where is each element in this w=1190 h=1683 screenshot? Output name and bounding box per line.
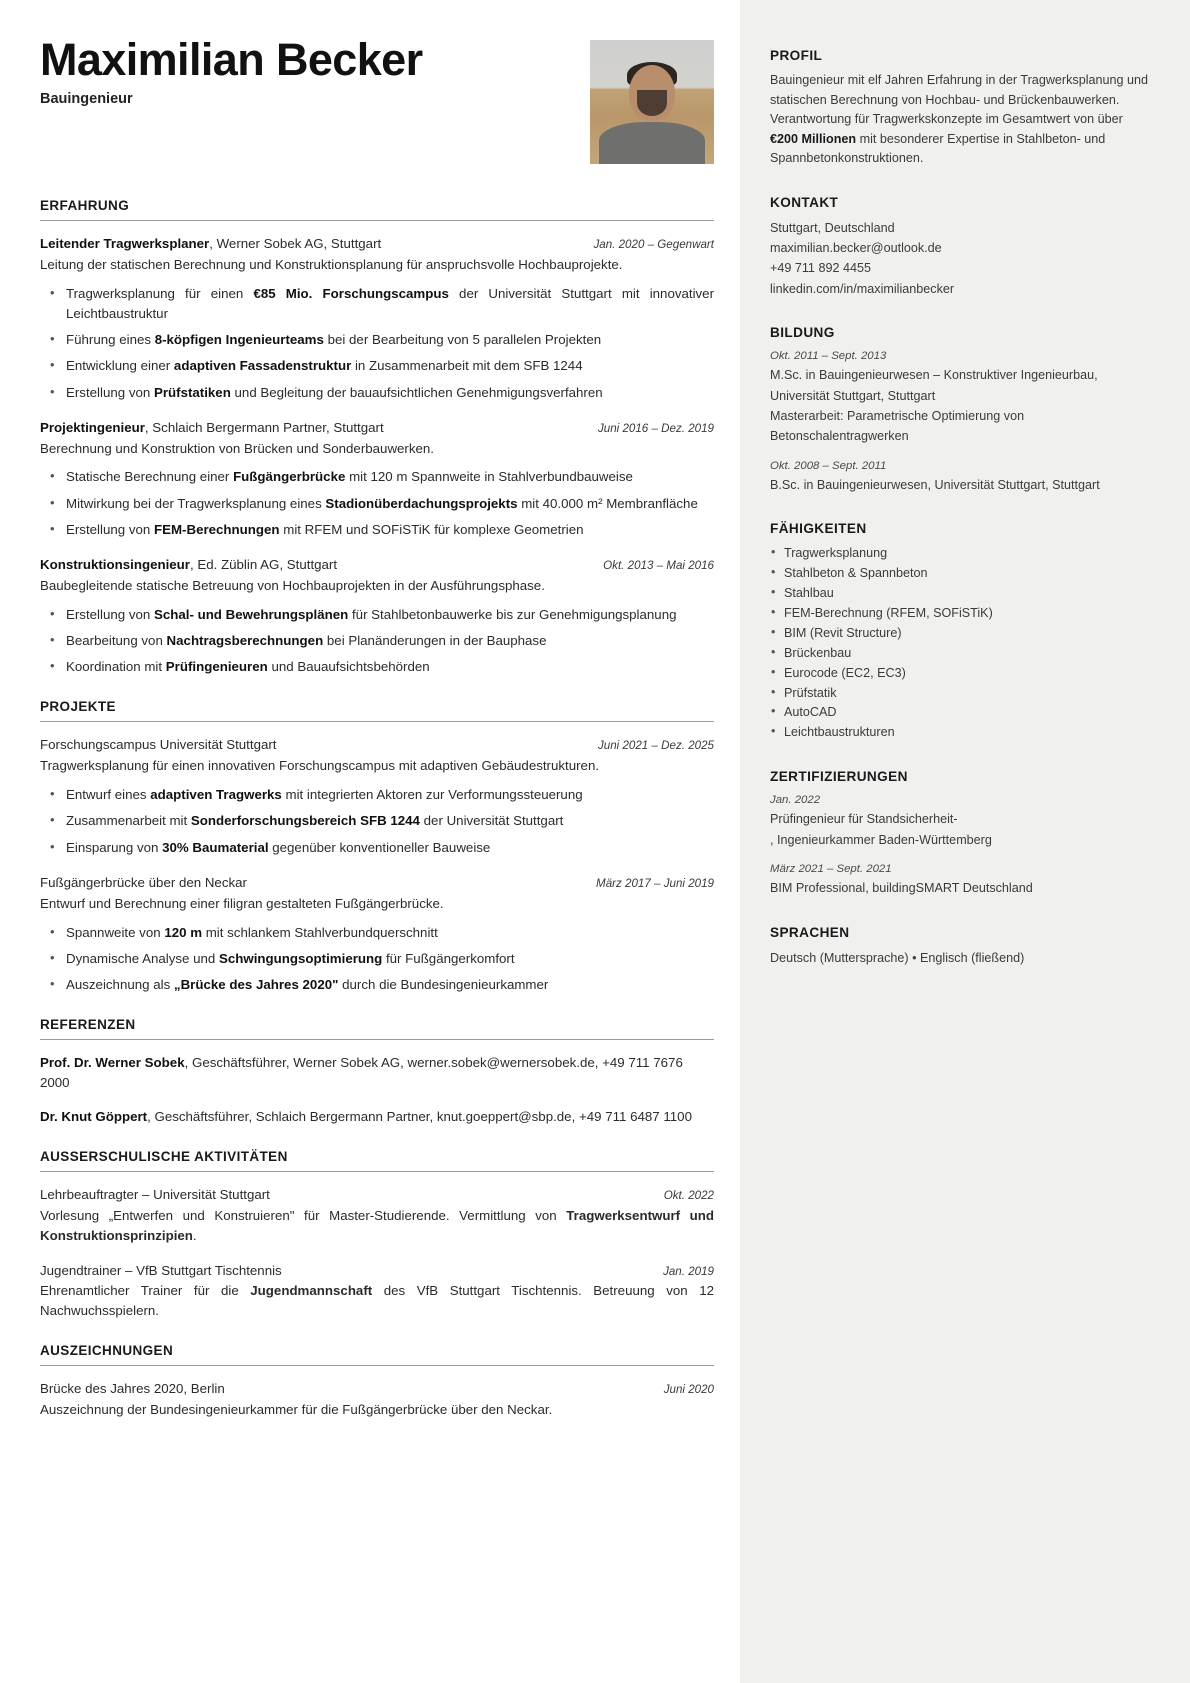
entry-summary: Leitung der statischen Berechnung und Konstruktionsplanung für anspruchsvolle Hochbauprojekte. — [40, 256, 623, 272]
section-activities — [40, 1149, 714, 1321]
certification-entry — [770, 861, 1152, 899]
section-divider — [40, 1365, 714, 1366]
experience-entry — [40, 234, 714, 403]
portrait-photo — [590, 40, 714, 164]
photo-body-shape — [599, 122, 705, 164]
section-references — [40, 1017, 714, 1127]
entry-role: Projektingenieur, Schlaich Bergermann Partner, Stuttgart — [40, 419, 384, 435]
section-title-references: REFERENZEN — [40, 1017, 136, 1033]
references-list — [40, 1053, 714, 1127]
entry-date: Okt. 2013 – Mai 2016 — [603, 559, 714, 573]
entry-date: März 2017 – Juni 2019 — [596, 876, 714, 890]
bullet-list — [40, 923, 714, 996]
reference-item: Dr. Knut Göppert, Geschäftsführer, Schlaich Bergermann Partner, knut.goeppert@sbp.de, +49 711 6487 1100 — [40, 1109, 692, 1124]
bullet-item: • Einsparung von 30% Baumaterial gegenüber konventioneller Bauweise — [40, 838, 714, 858]
entry-header — [40, 735, 714, 755]
activity-title: Jugendtrainer – VfB Stuttgart Tischtennis — [40, 1262, 282, 1278]
photo-beard-shape — [637, 90, 667, 116]
entry-summary: Ehrenamtlicher Trainer für die Jugendmannschaft des VfB Stuttgart Tischtennis. Betreuung von 12 Nachwuchsspielern. — [40, 1283, 714, 1319]
entry-header — [40, 418, 714, 438]
reference-item: Prof. Dr. Werner Sobek, Geschäftsführer, Werner Sobek AG, werner.sobek@wernersobek.de, +49 711 7676 2000 — [40, 1055, 683, 1091]
sidebar-section-languages — [770, 925, 1152, 968]
certification-date: März 2021 – Sept. 2021 — [770, 863, 892, 876]
entry-header — [40, 873, 714, 893]
sidebar-section-profile — [770, 48, 1152, 169]
entry-date: Jan. 2020 – Gegenwart — [593, 238, 714, 251]
section-projects — [40, 699, 714, 995]
activities-list — [40, 1185, 714, 1321]
activity-entry — [40, 1185, 714, 1246]
experience-entry — [40, 555, 714, 677]
sidebar-section-education — [770, 325, 1152, 495]
sidebar-section-skills — [770, 521, 1152, 743]
skill-item: • Prüfstatik — [770, 684, 1152, 704]
certification-issuer: , Ingenieurkammer Baden-Württemberg — [770, 832, 992, 847]
bullet-item: • Entwicklung einer adaptiven Fassadenstruktur in Zusammenarbeit mit dem SFB 1244 — [40, 356, 714, 376]
entry-date: Juni 2020 — [663, 1383, 714, 1397]
bullet-item: • Bearbeitung von Nachtragsberechnungen bei Planänderungen in der Bauphase — [40, 631, 714, 651]
job-title: Bauingenieur — [40, 91, 133, 108]
skill-item: • Eurocode (EC2, EC3) — [770, 664, 1152, 684]
languages-text: Deutsch (Muttersprache) • Englisch (fließend) — [770, 950, 1025, 965]
section-divider — [40, 1039, 714, 1040]
project-entry — [40, 735, 714, 857]
entry-date: Juni 2021 – Dez. 2025 — [597, 739, 714, 753]
entry-role: Leitender Tragwerksplaner, Werner Sobek AG, Stuttgart — [40, 236, 382, 251]
project-title: Fußgängerbrücke über den Neckar — [40, 874, 247, 890]
skill-item: • BIM (Revit Structure) — [770, 624, 1152, 644]
contact-line: Stuttgart, Deutschland — [770, 220, 895, 235]
activity-entry — [40, 1261, 714, 1322]
certifications-list — [770, 792, 1152, 898]
section-divider — [40, 1171, 714, 1172]
bullet-item: • Erstellung von FEM-Berechnungen mit RFEM und SOFiSTiK für komplexe Geometrien — [40, 520, 714, 540]
entry-header — [40, 555, 714, 575]
certification-name: Prüfingenieur für Standsicherheit- — [770, 812, 958, 827]
education-thesis: Masterarbeit: Parametrische Optimierung von Betonschalentragwerken — [770, 409, 1025, 444]
project-entry — [40, 873, 714, 995]
resume-header — [40, 36, 714, 164]
entry-summary: Vorlesung „Entwerfen und Konstruieren" für Master-Studierende. Vermittlung von Tragwerksentwurf und Konstruktionsprinzipien. — [40, 1207, 715, 1243]
experience-entry — [40, 418, 714, 540]
entry-header — [40, 1379, 714, 1399]
skill-item: • Tragwerksplanung — [770, 544, 1152, 564]
contact-line: linkedin.com/in/maximilianbecker — [770, 281, 955, 296]
entry-summary: Berechnung und Konstruktion von Brücken und Sonderbauwerken. — [40, 440, 434, 456]
sidebar-title-skills: FÄHIGKEITEN — [770, 521, 867, 537]
sidebar-section-certifications — [770, 769, 1152, 898]
bullet-list — [40, 284, 714, 403]
sidebar-title-languages: SPRACHEN — [770, 924, 850, 940]
sidebar-title-education: BILDUNG — [770, 325, 835, 341]
sidebar-section-contact — [770, 195, 1152, 300]
entry-summary: Baubegleitende statische Betreuung von Hochbauprojekten in der Ausführungsphase. — [40, 577, 545, 593]
bullet-item: • Erstellung von Prüfstatiken und Begleitung der bauaufsichtlichen Genehmigungsverfahren — [40, 383, 714, 403]
entry-date: Juni 2016 – Dez. 2019 — [597, 421, 714, 435]
sidebar-title-certifications: ZERTIFIZIERUNGEN — [770, 769, 908, 785]
bullet-list — [40, 785, 714, 858]
entry-summary: Entwurf und Berechnung einer filigran gestalteten Fußgängerbrücke. — [40, 895, 444, 911]
sidebar — [740, 0, 1190, 1683]
skill-item: • Brückenbau — [770, 644, 1152, 664]
section-title-projects: PROJEKTE — [40, 699, 116, 715]
certification-name: BIM Professional, buildingSMART Deutschland — [770, 881, 1033, 896]
awards-list — [40, 1379, 714, 1420]
sidebar-title-profile: PROFIL — [770, 48, 823, 63]
bullet-list — [40, 605, 714, 678]
header-text-block — [40, 36, 423, 107]
skill-item: • AutoCAD — [770, 703, 1152, 723]
entry-date: Okt. 2022 — [663, 1188, 714, 1202]
bullet-item: • Führung eines 8-köpfigen Ingenieurteams bei der Bearbeitung von 5 parallelen Projekten — [40, 330, 714, 350]
bullet-item: • Koordination mit Prüfingenieuren und Bauaufsichtsbehörden — [40, 657, 714, 677]
bullet-item: • Auszeichnung als „Brücke des Jahres 2020" durch die Bundesingenieurkammer — [40, 975, 714, 995]
projects-list — [40, 735, 714, 995]
section-awards — [40, 1343, 714, 1420]
bullet-list — [40, 467, 714, 540]
entry-role: Konstruktionsingenieur, Ed. Züblin AG, Stuttgart — [40, 557, 338, 573]
project-title: Forschungscampus Universität Stuttgart — [40, 737, 277, 753]
section-title-experience: ERFAHRUNG — [40, 198, 130, 213]
section-divider — [40, 220, 714, 221]
bullet-item: • Spannweite von 120 m mit schlankem Stahlverbundquerschnitt — [40, 923, 714, 943]
contact-line: maximilian.becker@outlook.de — [770, 240, 942, 255]
contact-line: +49 711 892 4455 — [770, 261, 871, 276]
entry-date: Jan. 2019 — [663, 1264, 714, 1278]
bullet-item: • Dynamische Analyse und Schwingungsoptimierung für Fußgängerkomfort — [40, 949, 714, 969]
education-date: Okt. 2011 – Sept. 2013 — [770, 350, 887, 363]
bullet-item: • Tragwerksplanung für einen €85 Mio. Forschungscampus der Universität Stuttgart mit innovativer Leichtbaustruktur — [40, 284, 714, 324]
education-date: Okt. 2008 – Sept. 2011 — [770, 459, 887, 472]
education-degree: B.Sc. in Bauingenieurwesen, Universität Stuttgart, Stuttgart — [770, 477, 1100, 492]
award-entry — [40, 1379, 714, 1420]
bullet-item: • Zusammenarbeit mit Sonderforschungsbereich SFB 1244 der Universität Stuttgart — [40, 811, 714, 831]
profile-text: Bauingenieur mit elf Jahren Erfahrung in der Tragwerksplanung und statischen Berechnung von Hochbau- und Brückenbauwerken. Verantwortung für Tragwerkskonzepte im Gesamtwert von über €200 Millionen mit besonderer Expertise in Stahlbeton- und Spannbetonkonstruktionen. — [770, 73, 1149, 166]
education-entry — [770, 348, 1152, 447]
skill-item: • Leichtbaustrukturen — [770, 723, 1152, 743]
skill-item: • Stahlbeton & Spannbeton — [770, 564, 1152, 584]
section-experience — [40, 198, 714, 677]
section-title-activities: AUSSERSCHULISCHE AKTIVITÄTEN — [40, 1148, 288, 1164]
bullet-item: • Statische Berechnung einer Fußgängerbrücke mit 120 m Spannweite in Stahlverbundbauweise — [40, 467, 714, 487]
page-title: Maximilian Becker — [40, 34, 423, 85]
activity-title: Lehrbeauftragter – Universität Stuttgart — [40, 1186, 270, 1202]
bullet-item: • Mitwirkung bei der Tragwerksplanung eines Stadionüberdachungsprojekts mit 40.000 m² Membranfläche — [40, 494, 714, 514]
section-divider — [40, 721, 714, 722]
entry-summary: Tragwerksplanung für einen innovativen Forschungscampus mit adaptiven Gebäudestrukturen. — [40, 758, 600, 774]
skills-list — [770, 544, 1152, 743]
entry-header — [40, 1185, 714, 1205]
bullet-item: • Erstellung von Schal- und Bewehrungsplänen für Stahlbetonbauwerke bis zur Genehmigungsplanung — [40, 605, 714, 625]
education-degree: M.Sc. in Bauingenieurwesen – Konstruktiver Ingenieurbau, Universität Stuttgart, Stuttgart — [770, 368, 1098, 403]
certification-entry — [770, 792, 1152, 850]
skill-item: • Stahlbau — [770, 584, 1152, 604]
contact-lines — [770, 218, 1152, 300]
entry-header — [40, 1261, 714, 1281]
bullet-item: • Entwurf eines adaptiven Tragwerks mit integrierten Aktoren zur Verformungssteuerung — [40, 785, 714, 805]
skill-item: • FEM-Berechnung (RFEM, SOFiSTiK) — [770, 604, 1152, 624]
sidebar-title-contact: KONTAKT — [770, 194, 839, 210]
entry-summary: Auszeichnung der Bundesingenieurkammer für die Fußgängerbrücke über den Neckar. — [40, 1402, 553, 1418]
award-title: Brücke des Jahres 2020, Berlin — [40, 1381, 225, 1397]
experience-list — [40, 234, 714, 677]
entry-header — [40, 234, 714, 254]
certification-date: Jan. 2022 — [770, 794, 821, 807]
section-title-awards: AUSZEICHNUNGEN — [40, 1343, 174, 1359]
education-list — [770, 348, 1152, 495]
education-entry — [770, 458, 1152, 496]
